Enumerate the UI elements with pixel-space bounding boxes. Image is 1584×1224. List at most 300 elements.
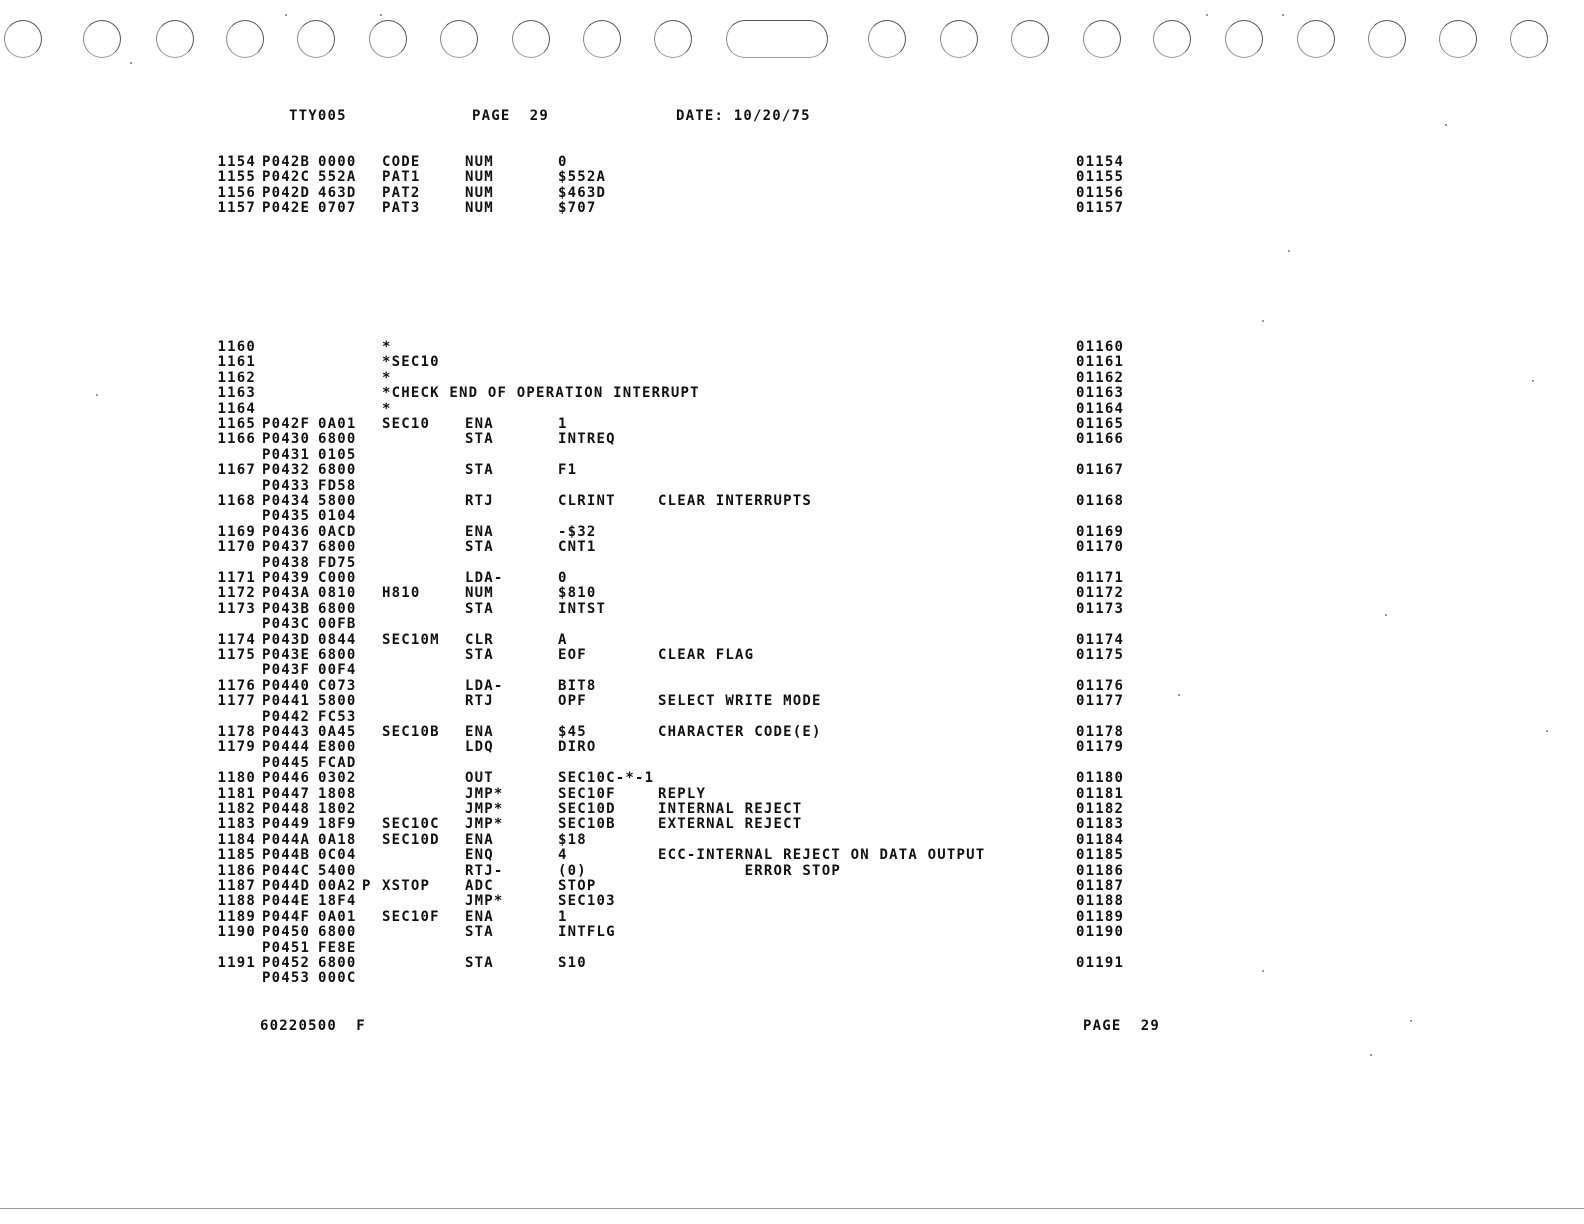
listing-line <box>0 679 1584 695</box>
opcode: JMP* <box>465 785 504 802</box>
sequence-number: 01163 <box>1076 385 1125 402</box>
operand: $552A <box>558 169 607 186</box>
line-number: 1187 <box>217 878 256 894</box>
listing-line <box>0 340 1584 356</box>
object-code: FE8E <box>318 939 357 956</box>
line-number: 1167 <box>217 462 256 479</box>
address: P044D <box>262 878 311 894</box>
object-code: 6800 <box>318 924 357 941</box>
operand: CNT1 <box>558 539 597 556</box>
paper-speck <box>1262 320 1264 322</box>
opcode: ENA <box>465 724 494 740</box>
label: SEC10F <box>382 908 440 925</box>
listing-line <box>0 417 1584 433</box>
feed-hole <box>1153 20 1191 58</box>
line-number: 1164 <box>217 400 256 417</box>
line-number: 1156 <box>217 184 256 201</box>
sequence-number: 01164 <box>1076 400 1125 417</box>
object-code: 6800 <box>318 955 357 971</box>
sequence-number: 01171 <box>1076 570 1125 586</box>
paper-speck <box>130 62 132 64</box>
address: P0433 <box>262 477 311 494</box>
comment: INTERNAL REJECT <box>658 801 803 817</box>
line-number: 1185 <box>217 847 256 864</box>
opcode: CLR <box>465 631 494 648</box>
sequence-number: 01175 <box>1076 647 1125 663</box>
sequence-number: 01172 <box>1076 585 1125 602</box>
object-code: 6800 <box>318 647 357 663</box>
address: P0442 <box>262 708 311 725</box>
address: P0436 <box>262 523 311 540</box>
address: P0446 <box>262 770 311 787</box>
object-code: 0707 <box>318 200 357 217</box>
listing-line <box>0 648 1584 664</box>
listing-line <box>0 571 1584 587</box>
comment-line: *CHECK END OF OPERATION INTERRUPT <box>382 385 700 402</box>
object-code: 18F4 <box>318 893 357 910</box>
operand: (0) <box>558 862 587 879</box>
object-code: 0A01 <box>318 908 357 925</box>
opcode: JMP* <box>465 801 504 817</box>
sequence-number: 01182 <box>1076 801 1125 817</box>
sequence-number: 01181 <box>1076 785 1125 802</box>
sequence-number: 01179 <box>1076 739 1125 756</box>
paper-speck <box>1262 970 1264 972</box>
object-code: 0104 <box>318 508 357 525</box>
line-number: 1191 <box>217 955 256 971</box>
opcode: ADC <box>465 878 494 894</box>
sequence-number: 01183 <box>1076 816 1125 833</box>
sequence-number: 01177 <box>1076 693 1125 710</box>
operand: SEC10D <box>558 801 616 817</box>
listing-line <box>0 494 1584 510</box>
listing-line <box>0 802 1584 818</box>
object-code: FD58 <box>318 477 357 494</box>
feed-hole <box>1225 20 1263 58</box>
object-code: 463D <box>318 184 357 201</box>
object-code: 000C <box>318 970 357 987</box>
address: P0453 <box>262 970 311 987</box>
address: P0432 <box>262 462 311 479</box>
line-number: 1173 <box>217 600 256 617</box>
paper-speck <box>1532 380 1534 382</box>
listing-line <box>0 833 1584 849</box>
address: P0430 <box>262 431 311 448</box>
opcode: STA <box>465 924 494 941</box>
address: P0451 <box>262 939 311 956</box>
feed-hole <box>1297 20 1335 58</box>
feed-hole <box>583 20 621 58</box>
line-number: 1176 <box>217 677 256 694</box>
label: PAT2 <box>382 184 421 201</box>
relocation-flag: P <box>362 878 372 894</box>
listing-line <box>0 956 1584 972</box>
page-bottom-edge <box>0 1208 1584 1209</box>
line-number: 1178 <box>217 724 256 740</box>
line-number: 1169 <box>217 523 256 540</box>
operand: INTREQ <box>558 431 616 448</box>
address: P043D <box>262 631 311 648</box>
object-code: 6800 <box>318 462 357 479</box>
opcode: RTJ <box>465 693 494 710</box>
address: P042C <box>262 169 311 186</box>
sequence-number: 01176 <box>1076 677 1125 694</box>
object-code: 1808 <box>318 785 357 802</box>
address: P0434 <box>262 493 311 509</box>
comment-line: *SEC10 <box>382 354 440 371</box>
address: P043E <box>262 647 311 663</box>
line-number: 1170 <box>217 539 256 556</box>
operand: 4 <box>558 847 568 864</box>
object-code: 0302 <box>318 770 357 787</box>
listing-line <box>0 602 1584 618</box>
comment: REPLY <box>658 785 707 802</box>
line-number: 1190 <box>217 924 256 941</box>
label: H810 <box>382 585 421 602</box>
object-code: 5400 <box>318 862 357 879</box>
opcode: STA <box>465 462 494 479</box>
operand: INTFLG <box>558 924 616 941</box>
object-code: 0A45 <box>318 724 357 740</box>
address: P0431 <box>262 446 311 463</box>
paper-speck <box>1445 124 1447 126</box>
listing-line <box>0 201 1584 217</box>
address: P042D <box>262 184 311 201</box>
listing-line <box>0 386 1584 402</box>
operand: 0 <box>558 154 568 170</box>
line-number: 1179 <box>217 739 256 756</box>
object-code: C073 <box>318 677 357 694</box>
sequence-number: 01165 <box>1076 416 1125 432</box>
sequence-number: 01170 <box>1076 539 1125 556</box>
sequence-number: 01154 <box>1076 154 1125 170</box>
listing-line <box>0 694 1584 710</box>
line-number: 1154 <box>217 154 256 170</box>
comment-line: * <box>382 339 392 355</box>
label: SEC10 <box>382 416 431 432</box>
line-number: 1180 <box>217 770 256 787</box>
operand: $810 <box>558 585 597 602</box>
feed-hole <box>369 20 407 58</box>
listing-line <box>0 864 1584 880</box>
address: P0447 <box>262 785 311 802</box>
feed-hole <box>156 20 194 58</box>
listing-line <box>0 463 1584 479</box>
header-page-number: PAGE 29 <box>472 108 550 124</box>
line-number: 1162 <box>217 369 256 386</box>
listing-line <box>0 725 1584 741</box>
object-code: 00A2 <box>318 878 357 894</box>
opcode: NUM <box>465 585 494 602</box>
line-number: 1184 <box>217 831 256 848</box>
label: SEC10M <box>382 631 440 648</box>
address: P0438 <box>262 554 311 571</box>
operand: STOP <box>558 878 597 894</box>
listing-line <box>0 817 1584 833</box>
opcode: STA <box>465 600 494 617</box>
operand: 0 <box>558 570 568 586</box>
paper-speck <box>96 394 98 396</box>
listing-line <box>0 894 1584 910</box>
header-date: DATE: 10/20/75 <box>676 108 811 124</box>
listing-line <box>0 509 1584 525</box>
paper-speck <box>1282 14 1284 16</box>
footer-page-number: PAGE 29 <box>1083 1018 1161 1034</box>
line-number: 1155 <box>217 169 256 186</box>
address: P044F <box>262 908 311 925</box>
listing-line <box>0 402 1584 418</box>
feed-hole <box>440 20 478 58</box>
listing-line <box>0 971 1584 987</box>
object-code: 6800 <box>318 539 357 556</box>
listing-line <box>0 848 1584 864</box>
paper-speck <box>380 14 382 16</box>
sequence-number: 01161 <box>1076 354 1125 371</box>
operand: 1 <box>558 908 568 925</box>
listing-line <box>0 479 1584 495</box>
object-code: E800 <box>318 739 357 756</box>
object-code: 0810 <box>318 585 357 602</box>
address: P0452 <box>262 955 311 971</box>
feed-hole <box>1368 20 1406 58</box>
object-code: FC53 <box>318 708 357 725</box>
sequence-number: 01156 <box>1076 184 1125 201</box>
sequence-number: 01178 <box>1076 724 1125 740</box>
label: PAT3 <box>382 200 421 217</box>
paper-speck <box>1288 250 1290 252</box>
sequence-number: 01174 <box>1076 631 1125 648</box>
comment: SELECT WRITE MODE <box>658 693 822 710</box>
feed-hole <box>726 20 828 58</box>
address: P042F <box>262 416 311 432</box>
listing-line <box>0 925 1584 941</box>
listing-line <box>0 432 1584 448</box>
object-code: 552A <box>318 169 357 186</box>
sequence-number: 01191 <box>1076 955 1125 971</box>
opcode: OUT <box>465 770 494 787</box>
address: P044E <box>262 893 311 910</box>
line-number: 1186 <box>217 862 256 879</box>
line-number: 1183 <box>217 816 256 833</box>
opcode: ENA <box>465 416 494 432</box>
line-number: 1174 <box>217 631 256 648</box>
line-number: 1188 <box>217 893 256 910</box>
operand: SEC10C-*-1 <box>558 770 655 787</box>
object-code: 0000 <box>318 154 357 170</box>
object-code: 0105 <box>318 446 357 463</box>
program-name: TTY005 <box>289 108 347 124</box>
line-number: 1165 <box>217 416 256 432</box>
line-number: 1157 <box>217 200 256 217</box>
object-code: 5800 <box>318 493 357 509</box>
object-code: FD75 <box>318 554 357 571</box>
sequence-number: 01162 <box>1076 369 1125 386</box>
comment: ERROR STOP <box>658 862 841 879</box>
opcode: ENQ <box>465 847 494 864</box>
comment: CLEAR FLAG <box>658 647 755 663</box>
operand: $18 <box>558 831 587 848</box>
feed-hole <box>868 20 906 58</box>
opcode: NUM <box>465 169 494 186</box>
address: P0445 <box>262 754 311 771</box>
object-code: 5800 <box>318 693 357 710</box>
label: SEC10C <box>382 816 440 833</box>
line-number: 1171 <box>217 570 256 586</box>
address: P043C <box>262 616 311 633</box>
comment: CHARACTER CODE(E) <box>658 724 822 740</box>
listing-line <box>0 170 1584 186</box>
listing-line <box>0 879 1584 895</box>
operand: DIRO <box>558 739 597 756</box>
object-code: C000 <box>318 570 357 586</box>
sequence-number: 01155 <box>1076 169 1125 186</box>
listing-line <box>0 540 1584 556</box>
sequence-number: 01185 <box>1076 847 1125 864</box>
comment-line: * <box>382 369 392 386</box>
object-code: 0A18 <box>318 831 357 848</box>
address: P0439 <box>262 570 311 586</box>
listing-line <box>0 556 1584 572</box>
opcode: JMP* <box>465 816 504 833</box>
operand: OPF <box>558 693 587 710</box>
label: XSTOP <box>382 878 431 894</box>
object-code: FCAD <box>318 754 357 771</box>
address: P042B <box>262 154 311 170</box>
line-number: 1181 <box>217 785 256 802</box>
address: P044B <box>262 847 311 864</box>
address: P0443 <box>262 724 311 740</box>
comment: CLEAR INTERRUPTS <box>658 493 813 509</box>
line-number: 1177 <box>217 693 256 710</box>
sequence-number: 01169 <box>1076 523 1125 540</box>
label: PAT1 <box>382 169 421 186</box>
line-number: 1160 <box>217 339 256 355</box>
opcode: ENA <box>465 523 494 540</box>
listing-line <box>0 740 1584 756</box>
line-number: 1163 <box>217 385 256 402</box>
address: P043B <box>262 600 311 617</box>
comment-line: * <box>382 400 392 417</box>
line-number: 1175 <box>217 647 256 663</box>
opcode: ENA <box>465 831 494 848</box>
address: P0440 <box>262 677 311 694</box>
line-number: 1172 <box>217 585 256 602</box>
operand: CLRINT <box>558 493 616 509</box>
listing-line <box>0 756 1584 772</box>
feed-hole <box>4 20 42 58</box>
address: P044A <box>262 831 311 848</box>
footer-document-number: 60220500 F <box>260 1018 366 1034</box>
listing-line <box>0 186 1584 202</box>
comment: EXTERNAL REJECT <box>658 816 803 833</box>
feed-hole <box>1083 20 1121 58</box>
operand: $45 <box>558 724 587 740</box>
opcode: LDQ <box>465 739 494 756</box>
line-number: 1182 <box>217 801 256 817</box>
address: P0450 <box>262 924 311 941</box>
listing-line <box>0 787 1584 803</box>
paper-speck <box>1546 730 1548 732</box>
operand: BIT8 <box>558 677 597 694</box>
address: P044C <box>262 862 311 879</box>
address: P0448 <box>262 801 311 817</box>
feed-hole <box>1510 20 1548 58</box>
address: P0437 <box>262 539 311 556</box>
feed-hole <box>1439 20 1477 58</box>
comment: ECC-INTERNAL REJECT ON DATA OUTPUT <box>658 847 986 864</box>
label: SEC10D <box>382 831 440 848</box>
feed-hole <box>1011 20 1049 58</box>
label: CODE <box>382 154 421 170</box>
address: P0444 <box>262 739 311 756</box>
feed-hole <box>940 20 978 58</box>
tractor-feed-holes <box>0 14 1584 64</box>
object-code: 00F4 <box>318 662 357 679</box>
object-code: 0A01 <box>318 416 357 432</box>
opcode: RTJ- <box>465 862 504 879</box>
opcode: STA <box>465 539 494 556</box>
paper-speck <box>285 14 287 16</box>
opcode: NUM <box>465 154 494 170</box>
feed-hole <box>512 20 550 58</box>
sequence-number: 01173 <box>1076 600 1125 617</box>
feed-hole <box>297 20 335 58</box>
sequence-number: 01168 <box>1076 493 1125 509</box>
sequence-number: 01189 <box>1076 908 1125 925</box>
sequence-number: 01167 <box>1076 462 1125 479</box>
paper-speck <box>1178 694 1180 696</box>
operand: SEC10B <box>558 816 616 833</box>
listing-line <box>0 525 1584 541</box>
object-code: 18F9 <box>318 816 357 833</box>
sequence-number: 01180 <box>1076 770 1125 787</box>
listing-line <box>0 663 1584 679</box>
listing-line <box>0 155 1584 171</box>
opcode: STA <box>465 431 494 448</box>
feed-hole <box>83 20 121 58</box>
opcode: ENA <box>465 908 494 925</box>
opcode: LDA- <box>465 570 504 586</box>
object-code: 00FB <box>318 616 357 633</box>
sequence-number: 01187 <box>1076 878 1125 894</box>
operand: 1 <box>558 416 568 432</box>
line-number: 1168 <box>217 493 256 509</box>
sequence-number: 01190 <box>1076 924 1125 941</box>
operand: $463D <box>558 184 607 201</box>
operand: $707 <box>558 200 597 217</box>
paper-speck <box>1410 1020 1412 1022</box>
object-code: 6800 <box>318 431 357 448</box>
feed-hole <box>226 20 264 58</box>
object-code: 1802 <box>318 801 357 817</box>
line-number: 1166 <box>217 431 256 448</box>
listing-line <box>0 355 1584 371</box>
sequence-number: 01188 <box>1076 893 1125 910</box>
line-number: 1161 <box>217 354 256 371</box>
feed-hole <box>654 20 692 58</box>
label: SEC10B <box>382 724 440 740</box>
opcode: RTJ <box>465 493 494 509</box>
paper-speck <box>1206 14 1208 16</box>
listing-line <box>0 710 1584 726</box>
listing-line <box>0 371 1584 387</box>
address: P0435 <box>262 508 311 525</box>
listing-line <box>0 910 1584 926</box>
listing-line <box>0 941 1584 957</box>
opcode: NUM <box>465 184 494 201</box>
address: P042E <box>262 200 311 217</box>
operand: S10 <box>558 955 587 971</box>
